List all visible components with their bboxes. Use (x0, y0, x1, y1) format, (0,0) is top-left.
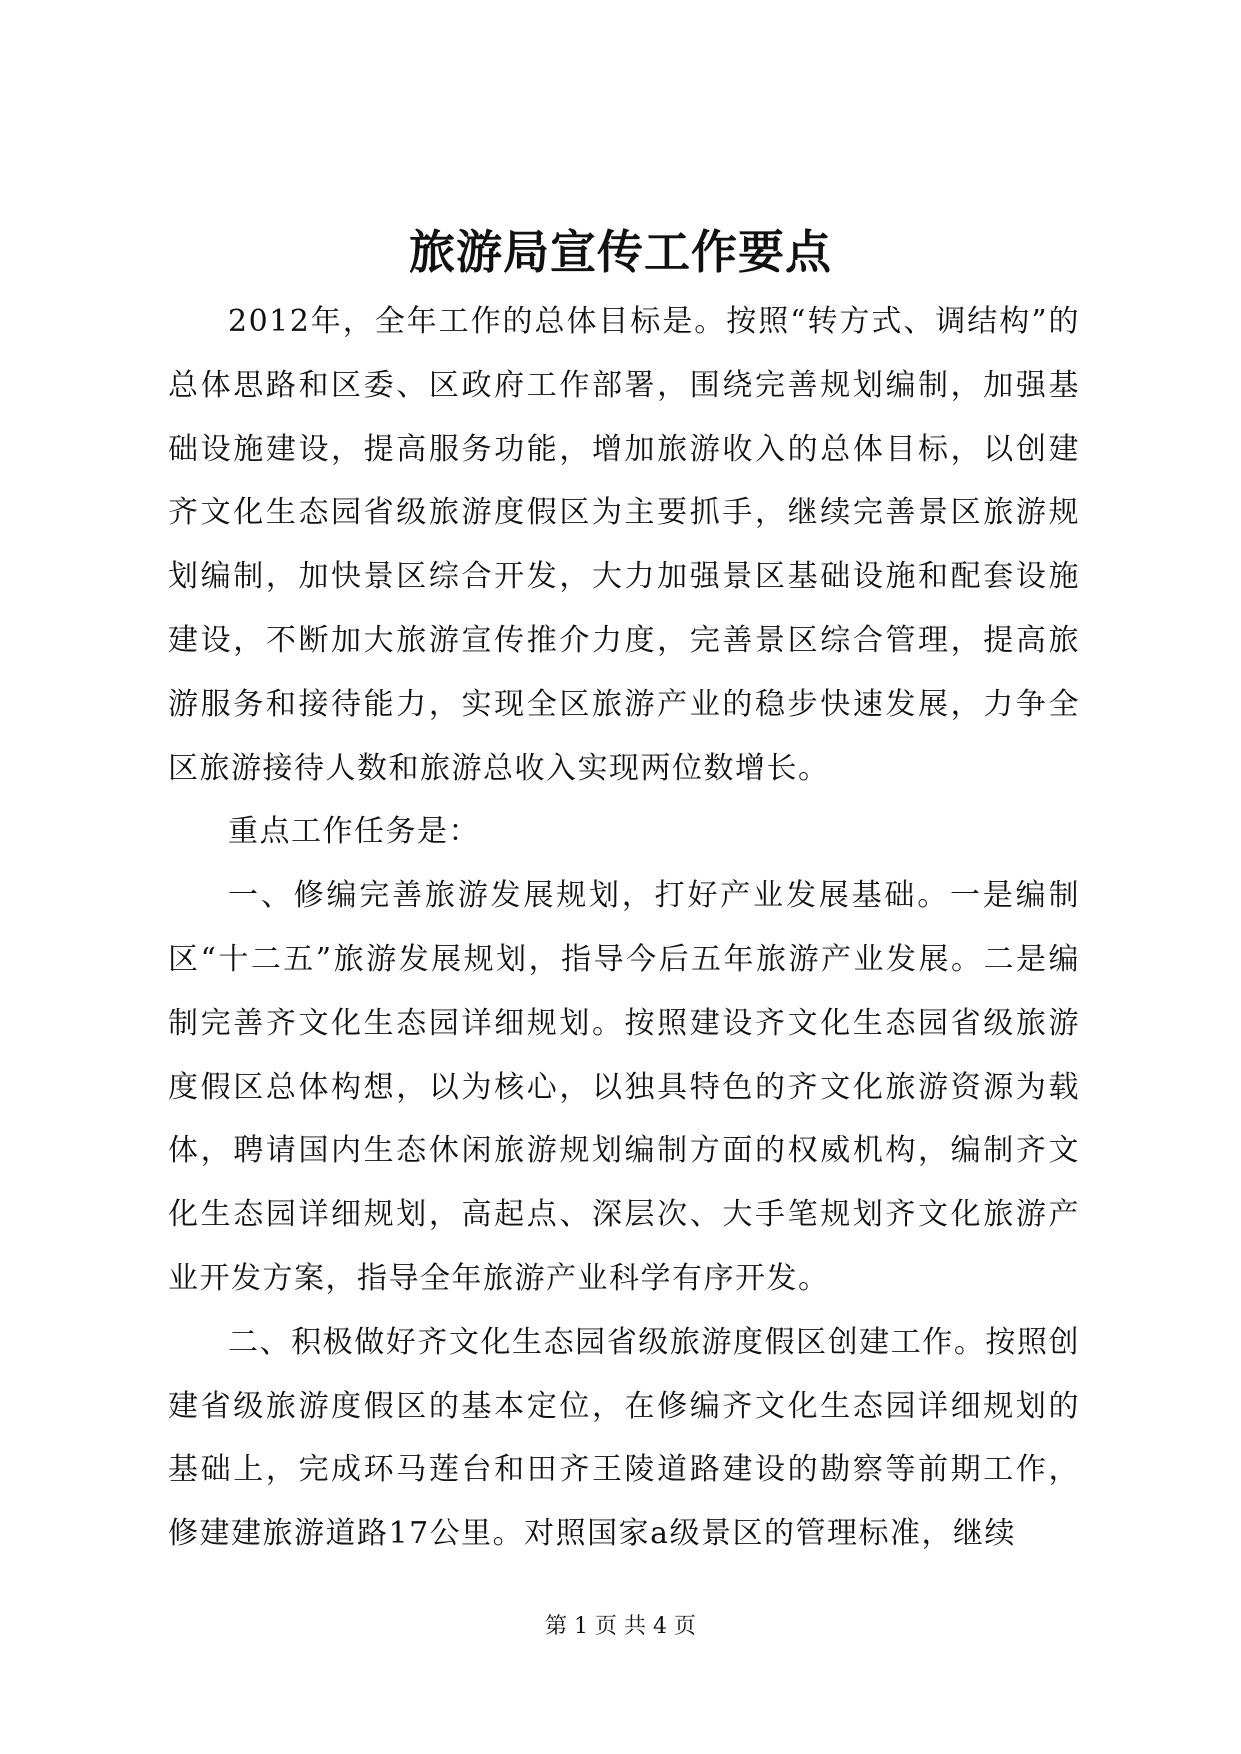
paragraph-overall-goal: 2012年，全年工作的总体目标是。按照“转方式、调结构”的总体思路和区委、区政府工作部署，围绕完善规划编制，加强基础设施建设，提高服务功能，增加旅游收入的总体目标，以创建齐文化生态园省级旅游度假区为主要抓手，继续完善景区旅游规划编制，加快景区综合开发，大力加强景区基础设施和配套设施建设，不断加大旅游宣传推介力度，完善景区综合管理，提高旅游服务和接待能力，实现全区旅游产业的稳步快速发展，力争全区旅游接待人数和旅游总收入实现两位数增长。 (168, 304, 1080, 786)
paragraph-task-one: 一、修编完善旅游发展规划，打好产业发展基础。一是编制区“十二五”旅游发展规划，指导今后五年旅游产业发展。二是编制完善齐文化生态园详细规划。按照建设齐文化生态园省级旅游度假区总体构想，以为核心，以独具特色的齐文化旅游资源为载体，聘请国内生态休闲旅游规划编制方面的权威机构，编制齐文化生态园详细规划，高起点、深层次、大手笔规划齐文化旅游产业开发方案，指导全年旅游产业科学有序开发。 (168, 878, 1080, 1296)
page-number-footer: 第 1 页 共 4 页 (545, 1614, 696, 1639)
paragraph-task-two: 二、积极做好齐文化生态园省级旅游度假区创建工作。按照创建省级旅游度假区的基本定位，在修编齐文化生态园详细规划的基础上，完成环马莲台和田齐王陵道路建设的勘察等前期工作，修建建旅游道路17公里。对照国家a级景区的管理标准，继续 (168, 1324, 1080, 1552)
paragraph-key-tasks: 重点工作任务是： (228, 814, 480, 850)
document-body (168, 290, 1080, 1566)
document-title: 旅游局宣传工作要点 (409, 225, 832, 279)
